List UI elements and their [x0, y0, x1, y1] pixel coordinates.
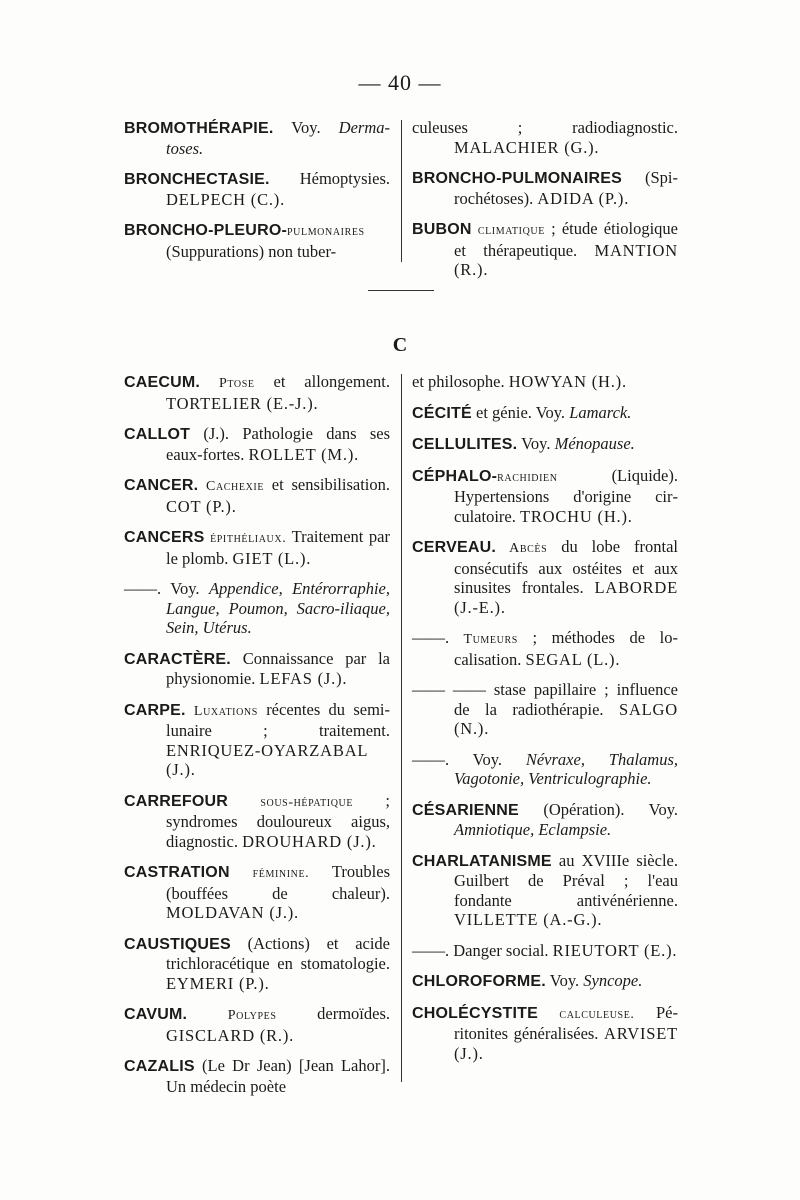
entry-dash: ——.	[412, 749, 450, 769]
index-entry	[412, 537, 678, 617]
entry-term: CHLOROFORME.	[412, 973, 546, 990]
entry-author: MOLDAVAN (J.).	[166, 903, 299, 922]
index-entry	[412, 1003, 678, 1064]
entry-term: CERVEAU.	[412, 539, 496, 556]
entry-references: Dermatoses.	[166, 118, 390, 158]
entry-term: CAZALIS	[124, 1058, 195, 1075]
top-left-column	[124, 118, 390, 272]
entry-text: et génie. Voy.	[471, 402, 570, 422]
entry-text: (Le Dr Jean) [Jean Lahor]. Un médecin poète	[166, 1056, 390, 1096]
index-entry	[412, 941, 678, 961]
entry-text: Voy.	[161, 579, 209, 598]
index-entry	[412, 466, 678, 527]
index-entry	[124, 424, 390, 464]
entry-term: CÉPHALO-	[412, 467, 498, 485]
entry-text: ; étude étiologique et thérapeutique.	[454, 219, 678, 260]
entry-subterm: sous-hépatique	[228, 794, 354, 810]
index-entry	[124, 527, 390, 568]
entry-author: HOWYAN (H.).	[508, 372, 627, 391]
entry-text: (J.). Pathologie dans ses eaux-fortes.	[166, 424, 390, 464]
entry-author: TROCHU (H.).	[519, 506, 633, 526]
index-entry	[412, 628, 678, 669]
entry-term: CARPE.	[124, 701, 186, 719]
entry-author: SEGAL (L.).	[525, 649, 621, 669]
index-entry	[124, 1056, 390, 1096]
entry-subterm: épithéliaux.	[204, 531, 287, 546]
index-entry	[124, 700, 390, 780]
index-entry	[412, 118, 678, 157]
entry-term: CHARLATANISME	[412, 852, 552, 870]
entry-continuation: culeuses ; radiodiagnostic.	[412, 118, 678, 137]
entry-text: Hémoptysies.	[269, 169, 390, 188]
entry-text: (Suppurations) non tuber-	[166, 241, 337, 261]
entry-text: Voy.	[545, 971, 584, 990]
entry-author: ARVISET (J.).	[454, 1024, 678, 1063]
entry-author: MANTION (R.).	[454, 240, 678, 279]
entry-references: Ménopause.	[554, 434, 635, 453]
entry-text: au XVIIIe siècle. Guilbert de Préval ; l'eau fondante antivénérienne.	[454, 850, 678, 910]
entry-term: BRONCHO-PLEURO-	[124, 222, 287, 239]
index-entry	[412, 971, 678, 992]
entry-term: CELLULITES.	[412, 436, 518, 453]
index-entry	[124, 475, 390, 516]
index-entry	[124, 934, 390, 994]
entry-author: GISCLARD (R.).	[166, 1025, 295, 1045]
entry-subterm: rachidien	[497, 469, 558, 485]
entry-term: CALLOT	[124, 426, 191, 443]
entry-term: BRONCHECTASIE.	[124, 171, 270, 188]
entry-subterm: calculeuse.	[537, 1006, 635, 1022]
entry-text: Danger social.	[449, 940, 553, 960]
entry-subterm: Tumeurs	[449, 632, 518, 647]
entry-term: CAUSTIQUES	[124, 935, 231, 953]
entry-author: LABORDE (J.-E.).	[454, 578, 678, 617]
entry-references: Syncope.	[583, 971, 643, 990]
entry-author: RIEUTORT (E.).	[552, 940, 678, 960]
right-column	[412, 372, 678, 1074]
entry-term: BRONCHO-PULMONAIRES	[412, 170, 623, 187]
index-entry	[124, 579, 390, 638]
index-entry	[124, 169, 390, 209]
entry-references: Appendice, Entérorraphie, Langue, Poumon, Sacro-iliaque, Sein, Utérus.	[166, 579, 390, 637]
entry-text: et sensibilisation.	[264, 475, 390, 494]
section-letter: C	[392, 334, 408, 356]
index-entry	[412, 750, 678, 789]
entry-term: CÉSARIENNE	[412, 801, 519, 819]
entry-text: récentes du semi-lunaire ; traitement.	[166, 699, 390, 740]
entry-author: LEFAS (J.).	[259, 669, 348, 688]
page-number: — 40 —	[358, 70, 442, 95]
entry-text: ; méthodes de localisation.	[454, 628, 678, 669]
entry-author: SALGO (N.).	[454, 699, 678, 738]
entry-term: CAECUM.	[124, 374, 201, 391]
entry-references: Lamarck.	[569, 402, 632, 422]
entry-text: Traitement par le plomb.	[166, 527, 390, 568]
entry-dash: ——.	[412, 628, 450, 647]
entry-author: MALACHIER (G.).	[454, 137, 600, 157]
index-entry	[412, 403, 678, 424]
entry-author: DELPECH (C.).	[166, 189, 286, 209]
entry-subterm: Cachexie	[198, 479, 265, 494]
entry-text: Voy.	[449, 749, 526, 769]
column-divider	[401, 374, 402, 1082]
index-entry	[412, 434, 678, 455]
entry-text: Troubles (bouffées de chaleur).	[166, 862, 390, 903]
entry-references: Névraxe, Thalamus, Vagotonie, Ventriculographie.	[454, 749, 678, 788]
entry-term: CANCERS	[124, 529, 205, 546]
entry-author: VILLETTE (A.-G.).	[454, 910, 603, 929]
entry-subterm: pulmonaires	[287, 224, 365, 239]
index-entry	[412, 800, 678, 840]
entry-author: GIET (L.).	[232, 548, 312, 568]
entry-continuation: et philosophe.	[412, 372, 509, 391]
section-separator	[368, 290, 434, 291]
entry-text: dermoïdes.	[276, 1004, 391, 1023]
left-column	[124, 372, 390, 1107]
entry-text: (Actions) et acide trichloracétique en stomatologie.	[166, 933, 390, 973]
entry-text: Connaissance par la physionomie.	[166, 648, 390, 688]
entry-author: ADIDA (P.).	[537, 188, 630, 208]
index-entry	[412, 680, 678, 739]
entry-subterm: Luxations	[185, 703, 258, 719]
entry-text: Péritonites généralisées.	[454, 1002, 679, 1043]
entry-subterm: Polypes	[187, 1008, 277, 1023]
entry-term: CASTRATION	[124, 864, 230, 881]
entry-references: Amniotique, Eclampsie.	[454, 820, 612, 839]
index-entry	[124, 862, 390, 923]
entry-author: COT (P.).	[166, 496, 237, 516]
entry-dash: —— ——	[412, 680, 486, 699]
index-entry	[412, 851, 678, 930]
entry-subterm: climatique	[471, 223, 545, 238]
entry-text: (Opération). Voy.	[518, 799, 678, 819]
entry-dash: ——.	[124, 579, 162, 598]
entry-text: Voy.	[517, 434, 555, 453]
entry-term: CANCER.	[124, 477, 199, 494]
entry-subterm: féminine.	[229, 866, 310, 881]
index-entry	[124, 372, 390, 413]
entry-term: CARREFOUR	[124, 792, 229, 810]
entry-text: Voy.	[273, 118, 339, 137]
index-entry	[412, 372, 678, 392]
index-entry	[124, 791, 390, 852]
index-entry	[412, 168, 678, 208]
entry-author: ROLLET (M.).	[248, 444, 360, 464]
entry-term: BROMOTHÉRAPIE.	[124, 120, 274, 137]
entry-author: DROUHARD (J.).	[242, 831, 377, 851]
entry-subterm: Ptose	[200, 376, 255, 391]
entry-text: (Spirochétoses).	[454, 168, 678, 208]
entry-text: ; syndromes douloureux aigus, diagnostic.	[166, 790, 390, 851]
entry-term: CARACTÈRE.	[124, 650, 231, 668]
entry-term: CHOLÉCYSTITE	[412, 1004, 538, 1022]
index-entry	[124, 1004, 390, 1045]
entry-text: stase papillaire ; influence de la radiothérapie.	[454, 680, 679, 719]
index-entry	[412, 219, 678, 280]
entry-text: et allongement.	[254, 372, 390, 391]
entry-term: CAVUM.	[124, 1006, 188, 1023]
entry-text: du lobe frontal consécutifs aux ostéites et aux sinusites frontales.	[454, 537, 679, 597]
entry-author: TORTELIER (E.-J.).	[166, 393, 319, 413]
index-entry	[124, 220, 390, 261]
index-entry	[124, 118, 390, 158]
entry-dash: ——.	[412, 940, 450, 960]
entry-author: ENRIQUEZ-OYARZABAL (J.).	[166, 740, 369, 779]
entry-author: EYMERI (P.).	[166, 973, 270, 993]
top-column-divider	[401, 120, 402, 262]
entry-subterm: Abcès	[496, 541, 548, 556]
entry-text: (Liquide). Hypertensions d'origine circulatoire.	[454, 465, 678, 526]
entry-term: CÉCITÉ	[412, 404, 472, 422]
entry-term: BUBON	[412, 221, 472, 238]
index-entry	[124, 649, 390, 689]
top-right-column	[412, 118, 678, 291]
